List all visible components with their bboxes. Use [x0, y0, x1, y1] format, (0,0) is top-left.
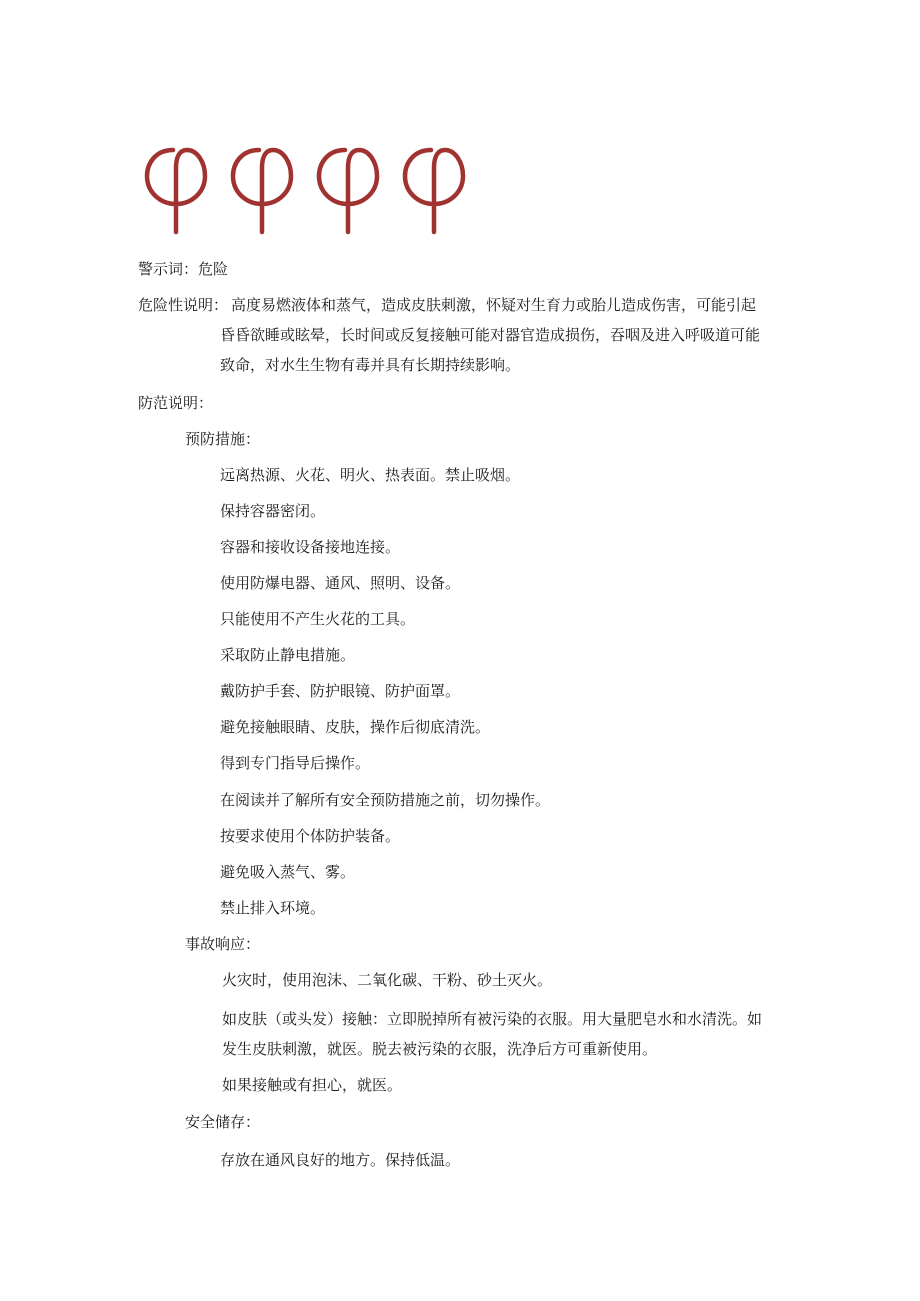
- hazard-statement-line: 昏昏欲睡或眩晕，长时间或反复接触可能对器官造成损伤，吞咽及进入呼吸道可能: [220, 326, 761, 344]
- prevention-item: 在阅读并了解所有安全预防措施之前，切勿操作。: [220, 791, 551, 809]
- phi-symbol-icon: [147, 150, 205, 232]
- response-item: 发生皮肤刺激，就医。脱去被污染的衣服，洗净后方可重新使用。: [222, 1040, 658, 1058]
- response-item: 火灾时，使用泡沫、二氧化碳、干粉、砂土灭火。: [222, 971, 553, 989]
- prevention-heading: 预防措施：: [185, 430, 261, 448]
- prevention-item: 容器和接收设备接地连接。: [220, 538, 401, 556]
- prevention-item: 按要求使用个体防护装备。: [220, 827, 401, 845]
- hazard-statement-line: 高度易燃液体和蒸气，造成皮肤刺激，怀疑对生育力或胎儿造成伤害，可能引起: [231, 296, 757, 314]
- prevention-item: 避免吸入蒸气、雾。: [220, 863, 356, 881]
- prevention-item: 禁止排入环境。: [220, 899, 326, 917]
- signal-word: [138, 259, 228, 279]
- prevention-item: 远离热源、火花、明火、热表面。禁止吸烟。: [220, 466, 521, 484]
- prevention-item: 避免接触眼睛、皮肤，操作后彻底清洗。: [220, 718, 491, 736]
- phi-symbol-icon: [319, 150, 377, 232]
- prevention-item: 戴防护手套、防护眼镜、防护面罩。: [220, 682, 461, 700]
- phi-symbol-icon: [405, 150, 463, 232]
- hazard-statement-line: 致命，对水生生物有毒并具有长期持续影响。: [220, 356, 521, 374]
- signal-word-label: 警示词：: [138, 260, 199, 278]
- signal-word-value: 危险: [198, 260, 229, 278]
- response-item: 如皮肤（或头发）接触：立即脱掉所有被污染的衣服。用大量肥皂水和水清洗。如: [222, 1010, 763, 1028]
- prevention-item: 使用防爆电器、通风、照明、设备。: [220, 574, 461, 592]
- storage-heading: 安全储存：: [185, 1113, 261, 1131]
- phi-symbol-icon: [233, 150, 291, 232]
- precautionary-label: 防范说明：: [138, 394, 214, 412]
- hazard-statement-label: 危险性说明：: [138, 296, 229, 314]
- storage-item: 存放在通风良好的地方。保持低温。: [220, 1151, 461, 1169]
- prevention-item: 得到专门指导后操作。: [220, 754, 371, 772]
- response-heading: 事故响应：: [185, 935, 261, 953]
- response-item: 如果接触或有担心，就医。: [222, 1076, 403, 1094]
- prevention-item: 采取防止静电措施。: [220, 646, 356, 664]
- prevention-item: 保持容器密闭。: [220, 502, 326, 520]
- prevention-item: 只能使用不产生火花的工具。: [220, 610, 416, 628]
- hazard-symbols: [143, 138, 478, 238]
